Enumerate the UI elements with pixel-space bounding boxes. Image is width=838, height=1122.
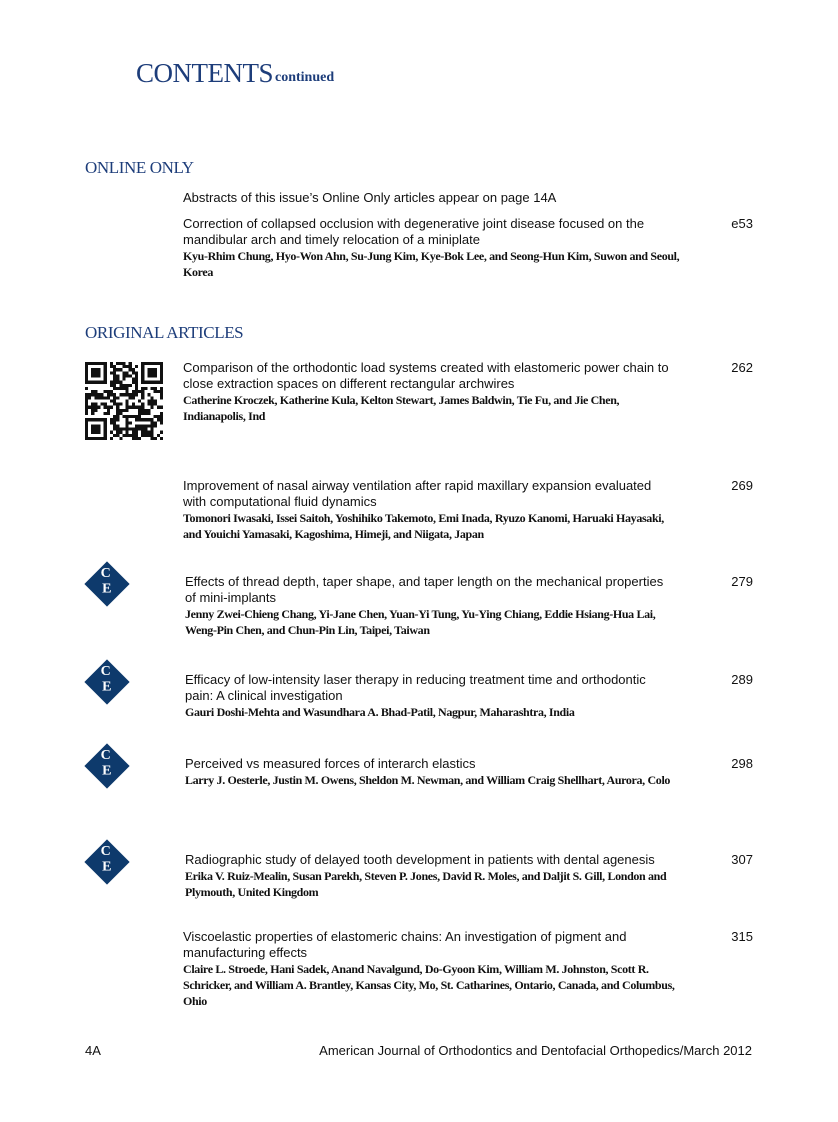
ce-letter-e: E bbox=[102, 859, 112, 875]
intro-text: Abstracts of this issue’s Online Only articles appear on page 14A bbox=[183, 190, 557, 205]
article-title[interactable]: Effects of thread depth, taper shape, and taper length on the mechanical properties of mini-implants bbox=[185, 574, 664, 605]
ce-letter-c: C bbox=[100, 844, 111, 860]
ce-letter-e: E bbox=[102, 763, 112, 779]
article-entry[interactable] bbox=[183, 929, 753, 1009]
article-authors: Kyu-Rhim Chung, Hyo-Won Ahn, Su-Jung Kim, Kye-Bok Lee, and Seong-Hun Kim, Suwon and Seoul, Korea bbox=[183, 249, 680, 279]
article-title[interactable]: Correction of collapsed occlusion with degenerative joint disease focused on the mandibular arch and timely relocation of a miniplate bbox=[183, 216, 645, 247]
article-entry[interactable] bbox=[183, 216, 753, 280]
article-entry[interactable] bbox=[183, 360, 753, 424]
ce-credit-icon bbox=[84, 659, 129, 704]
article-authors: Tomonori Iwasaki, Issei Saitoh, Yoshihiko Takemoto, Emi Inada, Ryuzo Kanomi, Haruaki Hayasaki, and Youichi Yamasaki, Kagoshima, Himeji, and Niigata, Japan bbox=[183, 511, 664, 541]
article-entry[interactable] bbox=[185, 756, 753, 788]
article-title[interactable]: Efficacy of low-intensity laser therapy in reducing treatment time and orthodontic pain: A clinical investigation bbox=[185, 672, 646, 703]
article-authors: Larry J. Oesterle, Justin M. Owens, Sheldon M. Newman, and William Craig Shellhart, Aurora, Colo bbox=[185, 773, 671, 787]
online-only-intro bbox=[183, 190, 753, 206]
article-authors: Claire L. Stroede, Hani Sadek, Anand Navalgund, Do-Gyoon Kim, William M. Johnston, Scott R. Schricker, and William A. Brantley, Kansas City, Mo, St. Catharines, Ontario, Canada, and Columbus, Ohio bbox=[183, 962, 675, 1008]
article-page: 279 bbox=[731, 574, 753, 589]
article-page: e53 bbox=[731, 216, 753, 231]
article-page: 289 bbox=[731, 672, 753, 687]
section-heading-original-articles: ORIGINAL ARTICLES bbox=[85, 323, 244, 342]
footer-journal: American Journal of Orthodontics and Dentofacial Orthopedics/March 2012 bbox=[319, 1043, 752, 1058]
ce-letter-c: C bbox=[100, 664, 111, 680]
section-heading-online-only: ONLINE ONLY bbox=[85, 158, 194, 177]
article-title[interactable]: Comparison of the orthodontic load systems created with elastomeric power chain to close extraction spaces on different rectangular archwires bbox=[183, 360, 669, 391]
ce-letter-e: E bbox=[102, 581, 112, 597]
article-page: 307 bbox=[731, 852, 753, 867]
qr-code-icon[interactable] bbox=[85, 362, 163, 440]
ce-letter-c: C bbox=[100, 566, 111, 582]
article-authors: Erika V. Ruiz-Mealin, Susan Parekh, Steven P. Jones, David R. Moles, and Daljit S. Gill, London and Plymouth, United Kingdom bbox=[185, 869, 667, 899]
article-authors: Gauri Doshi-Mehta and Wasundhara A. Bhad-Patil, Nagpur, Maharashtra, India bbox=[185, 705, 575, 719]
ce-letter-e: E bbox=[102, 679, 112, 695]
article-entry[interactable] bbox=[185, 852, 753, 900]
footer-page-number: 4A bbox=[85, 1043, 101, 1058]
article-authors: Jenny Zwei-Chieng Chang, Yi-Jane Chen, Yuan-Yi Tung, Yu-Ying Chiang, Eddie Hsiang-Hua Lai, Weng-Pin Chen, and Chun-Pin Lin, Taipei, Taiwan bbox=[185, 607, 656, 637]
article-page: 298 bbox=[731, 756, 753, 771]
ce-letter-c: C bbox=[100, 748, 111, 764]
article-title[interactable]: Improvement of nasal airway ventilation after rapid maxillary expansion evaluated with computational fluid dynamics bbox=[183, 478, 652, 509]
article-page: 269 bbox=[731, 478, 753, 493]
article-page: 262 bbox=[731, 360, 753, 375]
article-title[interactable]: Perceived vs measured forces of interarch elastics bbox=[185, 756, 476, 771]
ce-credit-icon bbox=[84, 839, 129, 884]
ce-credit-icon bbox=[84, 743, 129, 788]
article-page: 315 bbox=[731, 929, 753, 944]
ce-credit-icon bbox=[84, 561, 129, 606]
article-title[interactable]: Viscoelastic properties of elastomeric chains: An investigation of pigment and manufacturing effects bbox=[183, 929, 627, 960]
article-entry[interactable] bbox=[185, 574, 753, 638]
article-entry[interactable] bbox=[183, 478, 753, 542]
page-subtitle: continued bbox=[275, 70, 335, 85]
page-title: CONTENTS bbox=[136, 58, 273, 88]
article-entry[interactable] bbox=[185, 672, 753, 720]
article-title[interactable]: Radiographic study of delayed tooth development in patients with dental agenesis bbox=[185, 852, 655, 867]
article-authors: Catherine Kroczek, Katherine Kula, Kelton Stewart, James Baldwin, Tie Fu, and Jie Chen, Indianapolis, Ind bbox=[183, 393, 620, 423]
